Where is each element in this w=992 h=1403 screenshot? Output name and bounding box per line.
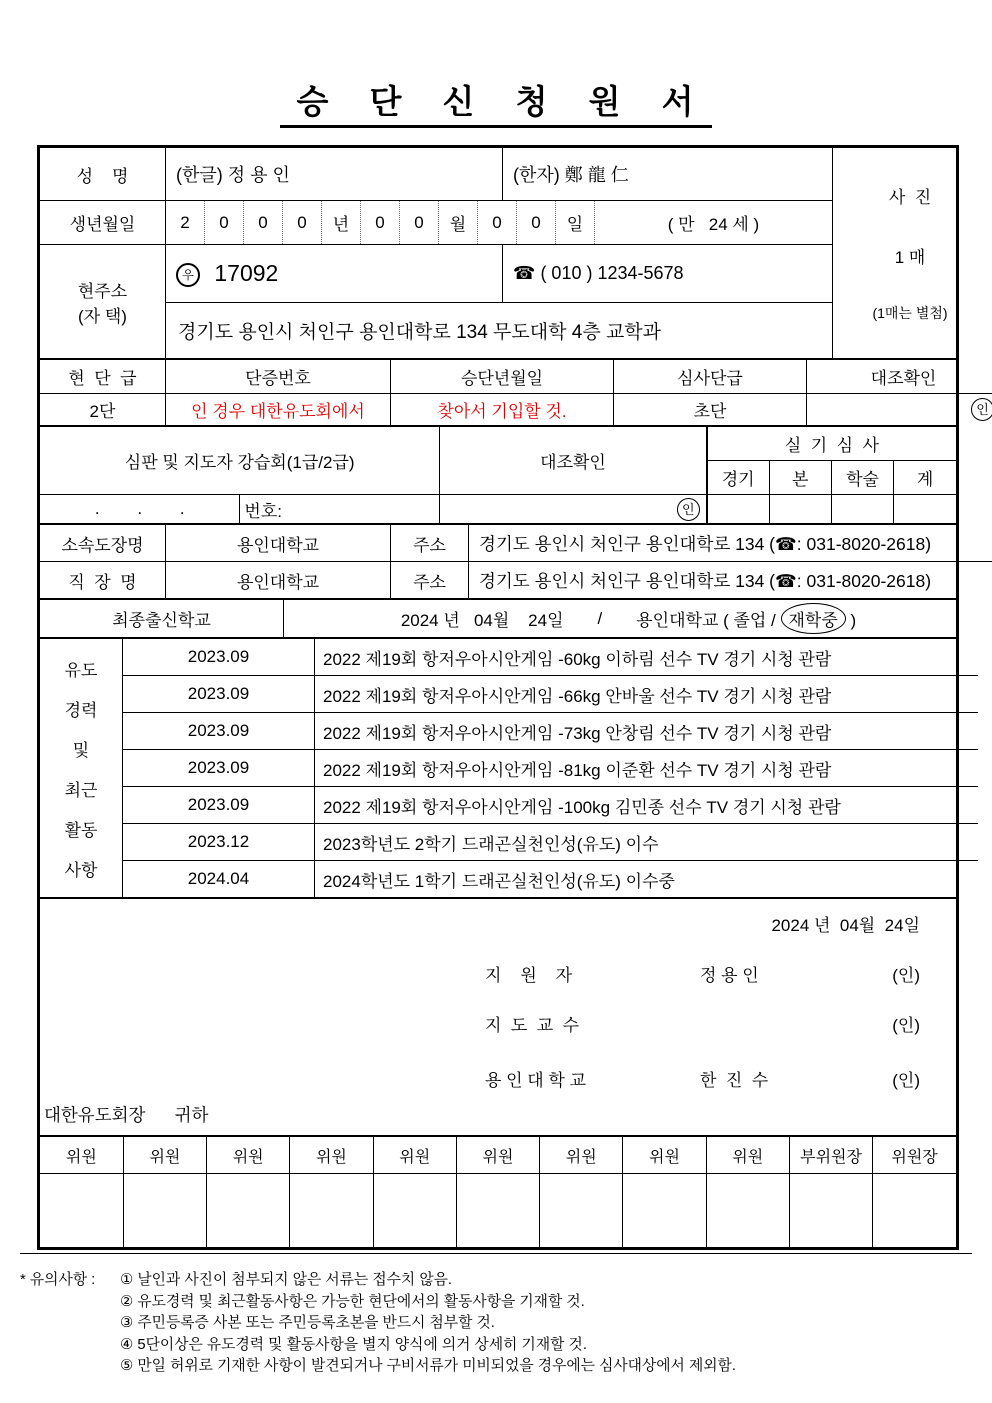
- committee-col: 위원: [290, 1137, 373, 1174]
- school-name-status: [636, 603, 856, 634]
- dan-col-date: 승단년월일: [391, 360, 614, 394]
- school-section: [40, 598, 956, 637]
- seal-icon: 인: [677, 498, 700, 521]
- school-date: 2024 년 04월 24일: [400, 611, 564, 630]
- committee-col-vice-chair: 부위원장: [789, 1137, 872, 1174]
- applicant-role: 지 원 자: [485, 966, 573, 985]
- workshop-section: [40, 425, 956, 523]
- committee-seal-cell: [40, 1174, 123, 1248]
- address-label-line1: 현주소: [77, 281, 128, 301]
- side-label-word: 활동: [64, 820, 98, 840]
- dan-section: [40, 358, 989, 425]
- experience-date: 2024.04: [123, 861, 315, 898]
- experience-desc: 2022 제19회 항저우아시안게임 -73kg 안창림 선수 TV 경기 시청 관람: [315, 713, 979, 750]
- committee-seal-cell: [207, 1174, 290, 1248]
- photo-count: 1 매: [894, 248, 926, 267]
- workplace-label: 직 장 명: [40, 562, 166, 599]
- dojang-addr-label: 주소: [391, 525, 469, 562]
- birth-cell: 0: [517, 201, 556, 244]
- signature-date: 2024 년 04월 24일: [771, 916, 920, 935]
- workshop-check-label: 대조확인: [440, 427, 707, 495]
- birth-cell: 0: [400, 201, 439, 244]
- committee-seal-row: [40, 1174, 956, 1248]
- committee-col: 위원: [40, 1137, 123, 1174]
- practical-score-match: [707, 495, 769, 524]
- advisor-name: [700, 1011, 865, 1036]
- name-label: 성 명: [40, 148, 166, 201]
- side-label-word: 유도: [64, 660, 98, 680]
- school-status-circled: 재학중: [781, 603, 846, 634]
- committee-seal-cell: [373, 1174, 456, 1248]
- committee-section: [40, 1135, 956, 1247]
- name-hanja-prefix: (한자): [513, 165, 560, 185]
- birth-cell: 0: [205, 201, 244, 244]
- practical-col-kata: 본: [769, 461, 831, 495]
- side-label-word: 최근: [64, 780, 98, 800]
- dan-check-cell: [807, 394, 992, 426]
- note-line: [20, 1313, 992, 1335]
- birth-cell: 0: [361, 201, 400, 244]
- workshop-label: 심판 및 지도자 강습회(1급/2급): [40, 427, 440, 495]
- dan-col-current: 현 단 급: [40, 360, 166, 394]
- note-item: ⑤ 만일 허위로 기재한 사항이 발견되거나 구비서류가 미비되었을 경우에는 심사대상에서 제외함.: [120, 1358, 736, 1374]
- address-label: [40, 245, 166, 359]
- workplace-address: 경기도 용인시 처인구 용인대학로 134 (☎: 031-8020-2618): [469, 562, 992, 599]
- experience-date: 2023.09: [123, 713, 315, 750]
- university-signature-row: [40, 1066, 956, 1091]
- signature-section: [40, 897, 956, 1135]
- bottom-rule: [20, 1253, 972, 1254]
- birth-cell-month-unit: 월: [439, 201, 478, 244]
- age-text: ( 만 24 세 ): [667, 215, 760, 234]
- note-item: ④ 5단이상은 유도경력 및 활동사항을 별지 양식에 의거 상세히 기재할 것.: [120, 1336, 587, 1353]
- committee-col: 위원: [540, 1137, 623, 1174]
- phone-number: ( 010 ) 1234-5678: [540, 263, 684, 283]
- dan-col-review: 심사단급: [614, 360, 807, 394]
- birth-cell-year-unit: 년: [322, 201, 361, 244]
- committee-seal-cell: [540, 1174, 623, 1248]
- page-title: [0, 76, 992, 123]
- page-title-text: 승 단 신 청 원 서: [280, 83, 711, 128]
- practical-score-theory: [831, 495, 893, 524]
- note-item: ① 날인과 사진이 첨부되지 않은 서류는 접수치 않음.: [120, 1272, 453, 1288]
- experience-desc: 2022 제19회 항저우아시안게임 -100kg 김민종 선수 TV 경기 시청 관람: [315, 787, 979, 824]
- postal-mark-icon: 우: [176, 263, 200, 287]
- practical-score-total: [894, 495, 956, 524]
- note-line: [20, 1335, 992, 1357]
- committee-col: 위원: [373, 1137, 456, 1174]
- experience-date: 2023.09: [123, 750, 315, 787]
- advisor-seal: (인): [892, 1016, 920, 1035]
- experience-date: 2023.09: [123, 787, 315, 824]
- committee-seal-cell: [623, 1174, 706, 1248]
- workshop-check-cell: [440, 495, 707, 524]
- practical-score-kata: [769, 495, 831, 524]
- note-item: ② 유도경력 및 최근활동사항은 가능한 현단에서의 활동사항을 기재할 것.: [120, 1293, 585, 1310]
- committee-col-chair: 위원장: [873, 1137, 956, 1174]
- dojang-name: 용인대학교: [166, 525, 391, 562]
- experience-desc: 2022 제19회 항저우아시안게임 -60kg 이하림 선수 TV 경기 시청 관람: [315, 639, 979, 676]
- dojang-label: 소속도장명: [40, 525, 166, 562]
- affiliation-section: [40, 523, 956, 598]
- university-seal: (인): [892, 1071, 920, 1090]
- school-name-text: 용인대학교 ( 졸업 /: [636, 611, 776, 630]
- notes-indent: [20, 1292, 120, 1314]
- notes-indent: [20, 1335, 120, 1357]
- notes-indent: [20, 1356, 120, 1378]
- workshop-date-dots: . . .: [40, 495, 240, 524]
- notes-section: [20, 1270, 992, 1378]
- practical-col-match: 경기: [707, 461, 769, 495]
- committee-col: 위원: [207, 1137, 290, 1174]
- note-line: [20, 1270, 992, 1292]
- applicant-seal: (인): [892, 966, 920, 985]
- committee-header-row: [40, 1137, 956, 1174]
- school-slash: /: [597, 608, 603, 628]
- school-label: 최종출신학교: [40, 600, 284, 637]
- phone-field: [503, 245, 833, 303]
- birth-cell: 0: [244, 201, 283, 244]
- seal-icon: 인: [971, 398, 992, 421]
- committee-seal-cell: [789, 1174, 872, 1248]
- university-role: 용 인 대 학 교: [485, 1071, 587, 1090]
- birth-cell: 0: [283, 201, 322, 244]
- phone-icon: ☎: [513, 263, 536, 283]
- form-body: [37, 145, 989, 1250]
- practical-col-theory: 학술: [831, 461, 893, 495]
- address-label-line2: (자 택): [78, 306, 127, 326]
- school-field: [284, 600, 974, 637]
- committee-seal-cell: [873, 1174, 956, 1248]
- dan-current-value: 2단: [40, 394, 166, 426]
- photo-title: 사 진: [888, 188, 932, 207]
- name-hangul-prefix: (한글): [176, 165, 223, 185]
- committee-col: 위원: [706, 1137, 789, 1174]
- birthdate-label: 생년월일: [40, 201, 166, 245]
- dan-red-note-1: 인 경우 대한유도회에서: [166, 394, 391, 426]
- experience-section: [40, 637, 956, 897]
- committee-col: 위원: [456, 1137, 539, 1174]
- committee-seal-cell: [456, 1174, 539, 1248]
- name-hangul-value: 정 용 인: [227, 165, 290, 185]
- applicant-name: 정 용 인: [700, 966, 759, 985]
- dan-col-cert-no: 단증번호: [166, 360, 391, 394]
- advisor-signature-row: [40, 1011, 956, 1036]
- name-hanja-field: [503, 148, 833, 201]
- birth-cell-day-unit: 일: [556, 201, 595, 244]
- experience-desc: 2022 제19회 항저우아시안게임 -66kg 안바울 선수 TV 경기 시청 관람: [315, 676, 979, 713]
- experience-desc: 2022 제19회 항저우아시안게임 -81kg 이준환 선수 TV 경기 시청 관람: [315, 750, 979, 787]
- experience-side-label: [40, 639, 123, 897]
- home-address-field: 경기도 용인시 처인구 용인대학로 134 무도대학 4층 교학과: [166, 303, 833, 359]
- side-label-word: 경력: [64, 700, 98, 720]
- postal-code-value: 17092: [214, 260, 279, 286]
- notes-indent: [20, 1313, 120, 1335]
- photo-box: [833, 148, 988, 358]
- dan-review-value: 초단: [614, 394, 807, 426]
- experience-date: 2023.09: [123, 639, 315, 676]
- committee-col: 위원: [123, 1137, 206, 1174]
- recipient-line: 대한유도회장 귀하: [44, 1105, 209, 1125]
- workplace-addr-label: 주소: [391, 562, 469, 599]
- birthdate-field: [166, 201, 833, 245]
- birth-cell: 2: [166, 201, 205, 244]
- note-item: ③ 주민등록증 사본 또는 주민등록초본을 반드시 첨부할 것.: [120, 1315, 495, 1331]
- side-label-word: 사항: [64, 860, 98, 880]
- birth-cell: 0: [478, 201, 517, 244]
- name-hangul-field: [166, 148, 503, 201]
- committee-seal-cell: [706, 1174, 789, 1248]
- university-name: 한 진 수: [700, 1071, 769, 1090]
- photo-note: (1매는 별첨): [872, 305, 948, 321]
- committee-seal-cell: [123, 1174, 206, 1248]
- workshop-number-label: 번호:: [240, 495, 440, 524]
- advisor-role: 지 도 교 수: [485, 1016, 580, 1035]
- experience-desc: 2023학년도 2학기 드래곤실천인성(유도) 이수: [315, 824, 979, 861]
- notes-label: * 유의사항 :: [20, 1272, 96, 1288]
- side-label-word: 및: [72, 740, 90, 760]
- dan-red-note-2: 찾아서 기입할 것.: [391, 394, 614, 426]
- experience-desc: 2024학년도 1학기 드래곤실천인성(유도) 이수중: [315, 861, 979, 898]
- applicant-signature-row: [40, 961, 956, 986]
- personal-info-section: [40, 148, 956, 358]
- committee-seal-cell: [290, 1174, 373, 1248]
- experience-date: 2023.12: [123, 824, 315, 861]
- workplace-name: 용인대학교: [166, 562, 391, 599]
- practical-col-total: 계: [894, 461, 956, 495]
- note-line: [20, 1292, 992, 1314]
- dojang-address: 경기도 용인시 처인구 용인대학로 134 (☎: 031-8020-2618): [469, 525, 992, 562]
- postal-code-field: [166, 245, 503, 303]
- committee-col: 위원: [623, 1137, 706, 1174]
- experience-date: 2023.09: [123, 676, 315, 713]
- school-paren-close: ): [850, 611, 857, 630]
- note-line: [20, 1356, 992, 1378]
- name-hanja-value: 鄭 龍 仁: [564, 165, 629, 185]
- practical-exam-header: 실 기 심 사: [707, 427, 956, 461]
- dan-col-check: 대조확인: [807, 360, 992, 394]
